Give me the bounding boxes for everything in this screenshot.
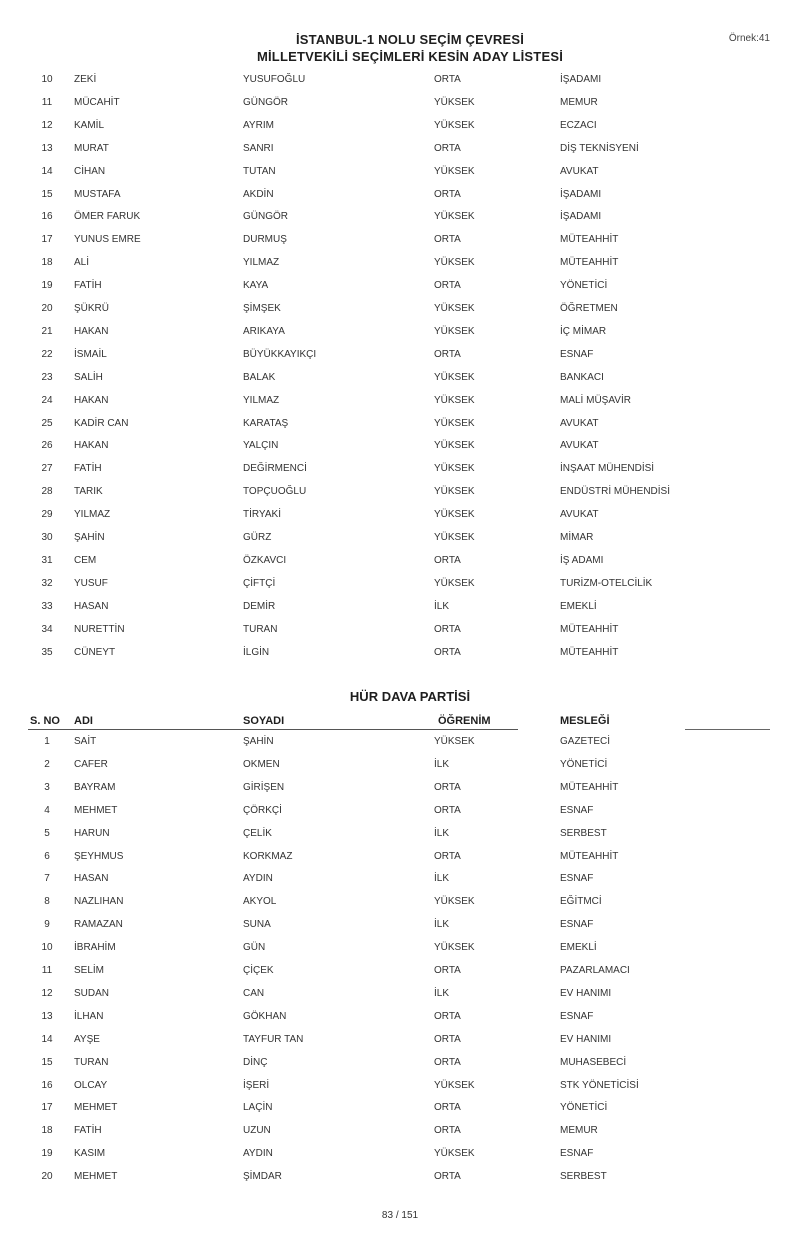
candidate-education: YÜKSEK <box>434 303 475 314</box>
candidate-occupation: İŞADAMI <box>560 211 602 223</box>
candidate-name: ZEKİ <box>74 74 97 85</box>
header-divider-right <box>685 729 770 730</box>
candidate-occupation: İNŞAAT MÜHENDİSİ <box>560 463 655 475</box>
table-row <box>0 871 800 887</box>
candidate-surname: SANRI <box>243 142 274 154</box>
candidate-education: ORTA <box>434 1033 461 1045</box>
candidate-education: YÜKSEK <box>434 1148 475 1160</box>
candidate-education: ORTA <box>434 623 461 635</box>
candidate-surname: BÜYÜKKAYIKÇI <box>243 348 317 360</box>
candidate-education: YÜKSEK <box>434 394 475 406</box>
candidate-name: ALİ <box>74 257 90 269</box>
candidate-education: ORTA <box>434 850 461 862</box>
candidate-education: YÜKSEK <box>434 486 475 498</box>
row-number: 3 <box>44 781 50 793</box>
candidate-occupation: MUHASEBECİ <box>560 1056 627 1068</box>
candidate-surname: YILMAZ <box>243 257 280 269</box>
table-row <box>0 232 800 248</box>
document-title-line2: MİLLETVEKİLİ SEÇİMLERİ KESİN ADAY LİSTESİ <box>256 49 564 64</box>
candidate-occupation: ECZACI <box>560 119 597 131</box>
candidate-occupation: EV HANIMI <box>560 987 612 999</box>
candidate-occupation: ÖĞRETMEN <box>560 303 618 314</box>
candidate-education: ORTA <box>434 348 461 360</box>
party-title: HÜR DAVA PARTİSİ <box>349 689 471 704</box>
candidate-surname: ARIKAYA <box>243 325 285 337</box>
candidate-education: ORTA <box>434 188 461 200</box>
candidate-occupation: PAZARLAMACI <box>560 965 630 976</box>
candidate-occupation: ESNAF <box>560 348 594 360</box>
header-divider <box>28 729 518 730</box>
table-row <box>0 164 800 180</box>
table-row <box>0 438 800 454</box>
row-number: 8 <box>44 896 50 908</box>
candidate-education: YÜKSEK <box>434 325 475 337</box>
candidate-occupation: ENDÜSTRİ MÜHENDİSİ <box>560 486 671 498</box>
candidate-name: MUSTAFA <box>74 188 121 200</box>
row-number: 34 <box>41 623 53 635</box>
candidate-surname: KARATAŞ <box>243 417 289 429</box>
candidate-education: ORTA <box>434 781 461 793</box>
row-number: 16 <box>41 211 53 223</box>
table-row <box>0 757 800 773</box>
candidate-name: HAKAN <box>74 325 109 337</box>
candidate-name: NURETTİN <box>74 623 125 635</box>
table-row <box>0 894 800 910</box>
candidate-surname: AYDIN <box>243 873 273 885</box>
candidate-name: YUNUS EMRE <box>74 234 141 246</box>
candidate-occupation: MÜTEAHHİT <box>560 623 619 635</box>
candidate-education: YÜKSEK <box>434 896 475 908</box>
candidate-surname: DEMİR <box>243 600 276 612</box>
candidate-occupation: AVUKAT <box>560 417 599 429</box>
candidate-occupation: YÖNETİCİ <box>560 1102 608 1114</box>
candidate-surname: DİNÇ <box>243 1056 268 1068</box>
row-number: 24 <box>41 394 53 406</box>
table-row <box>0 278 800 294</box>
candidate-surname: GÜNGÖR <box>243 96 288 108</box>
candidate-name: FATİH <box>74 1125 102 1137</box>
candidate-surname: GÜRZ <box>243 532 272 543</box>
row-number: 31 <box>41 554 53 566</box>
candidate-education: YÜKSEK <box>434 463 475 475</box>
candidate-name: MEHMET <box>74 1102 118 1114</box>
candidate-occupation: EV HANIMI <box>560 1033 612 1045</box>
candidate-surname: ÇİÇEK <box>243 965 274 976</box>
candidate-occupation: SERBEST <box>560 1171 607 1183</box>
candidate-education: ORTA <box>434 1056 461 1068</box>
row-number: 14 <box>41 165 53 177</box>
row-number: 1 <box>44 736 50 747</box>
table-row <box>0 393 800 409</box>
table-row <box>0 645 800 661</box>
candidate-education: YÜKSEK <box>434 509 475 521</box>
candidate-education: ORTA <box>434 646 461 658</box>
table-row <box>0 347 800 363</box>
row-number: 21 <box>41 325 53 337</box>
row-number: 23 <box>41 371 53 383</box>
row-number: 12 <box>41 119 53 131</box>
table-row <box>0 553 800 569</box>
candidate-occupation: MÜTEAHHİT <box>560 257 619 269</box>
candidate-occupation: BANKACI <box>560 371 604 383</box>
candidate-education: ORTA <box>434 554 461 566</box>
candidate-education: YÜKSEK <box>434 257 475 269</box>
candidate-name: BAYRAM <box>74 781 116 793</box>
candidate-education: İLK <box>434 919 450 931</box>
candidate-name: KADİR CAN <box>74 417 129 429</box>
candidate-name: CEM <box>74 554 97 566</box>
candidate-education: ORTA <box>434 1171 461 1183</box>
table-row <box>0 576 800 592</box>
candidate-surname: GÜN <box>243 942 266 954</box>
row-number: 29 <box>41 509 53 521</box>
candidate-surname: DEĞİRMENCİ <box>243 463 307 475</box>
candidate-name: SUDAN <box>74 987 110 999</box>
candidate-education: ORTA <box>434 234 461 246</box>
table-row <box>0 370 800 386</box>
candidate-name: İSMAİL <box>74 348 107 360</box>
candidate-occupation: EĞİTMCİ <box>560 896 602 908</box>
candidate-name: NAZLIHAN <box>74 896 124 908</box>
candidate-name: SALİH <box>74 371 103 383</box>
candidate-name: YILMAZ <box>74 509 111 521</box>
table-header <box>0 712 800 730</box>
row-number: 10 <box>41 942 53 954</box>
candidate-name: HAKAN <box>74 394 109 406</box>
candidate-name: ŞÜKRÜ <box>74 303 110 314</box>
candidate-surname: YILMAZ <box>243 394 280 406</box>
candidate-occupation: ESNAF <box>560 873 594 885</box>
candidate-surname: SUNA <box>243 919 271 931</box>
candidate-name: MURAT <box>74 142 109 154</box>
candidate-education: ORTA <box>434 1102 461 1114</box>
candidate-education: İLK <box>434 600 450 612</box>
candidate-name: TURAN <box>74 1056 109 1068</box>
candidate-name: ÖMER FARUK <box>74 211 141 223</box>
table-row <box>0 599 800 615</box>
candidate-education: YÜKSEK <box>434 1079 475 1091</box>
table-row <box>0 1100 800 1116</box>
candidate-occupation: İŞ ADAMI <box>560 554 604 566</box>
candidate-surname: TİRYAKİ <box>243 509 281 521</box>
candidate-surname: ŞİMDAR <box>243 1171 282 1183</box>
candidate-education: İLK <box>434 873 450 885</box>
candidate-occupation: DİŞ TEKNİSYENİ <box>560 142 639 154</box>
table-row <box>0 530 800 546</box>
table-row <box>0 1146 800 1162</box>
candidate-surname: GÜNGÖR <box>243 211 288 223</box>
candidate-education: YÜKSEK <box>434 942 475 954</box>
candidate-name: CİHAN <box>74 165 106 177</box>
row-number: 4 <box>44 804 50 816</box>
table-row <box>0 255 800 271</box>
candidate-surname: YALÇIN <box>243 440 279 452</box>
row-number: 11 <box>41 965 53 976</box>
row-number: 26 <box>41 440 53 452</box>
candidate-occupation: YÖNETİCİ <box>560 280 608 292</box>
candidate-name: ŞAHİN <box>74 532 105 543</box>
candidate-occupation: AVUKAT <box>560 509 599 521</box>
candidate-surname: ŞİMŞEK <box>243 303 281 314</box>
candidate-name: TARIK <box>74 486 103 498</box>
candidate-surname: BALAK <box>243 371 276 383</box>
candidate-surname: ŞAHİN <box>243 736 274 747</box>
candidate-name: SELİM <box>74 965 105 976</box>
candidate-occupation: MÜTEAHHİT <box>560 234 619 246</box>
row-number: 30 <box>41 532 53 543</box>
table-row <box>0 1009 800 1025</box>
candidate-name: KASIM <box>74 1148 106 1160</box>
table-row <box>0 1032 800 1048</box>
table-row <box>0 826 800 842</box>
candidate-name: MEHMET <box>74 804 118 816</box>
row-number: 35 <box>41 646 53 658</box>
candidate-education: ORTA <box>434 1010 461 1022</box>
candidate-occupation: TURİZM-OTELCİLİK <box>560 577 653 589</box>
candidate-surname: OKMEN <box>243 758 280 770</box>
table-row <box>0 917 800 933</box>
candidate-occupation: SERBEST <box>560 827 607 839</box>
table-row <box>0 118 800 134</box>
row-number: 6 <box>44 850 50 862</box>
candidate-education: YÜKSEK <box>434 119 475 131</box>
row-number: 2 <box>44 758 50 770</box>
candidate-education: ORTA <box>434 74 461 85</box>
candidate-surname: CAN <box>243 987 265 999</box>
candidate-education: ORTA <box>434 142 461 154</box>
candidate-education: ORTA <box>434 280 461 292</box>
row-number: 20 <box>41 1171 53 1183</box>
candidate-surname: GİRİŞEN <box>243 781 285 793</box>
candidate-education: YÜKSEK <box>434 440 475 452</box>
candidate-name: MÜCAHİT <box>74 96 120 108</box>
candidate-surname: TURAN <box>243 623 278 635</box>
row-number: 7 <box>44 873 50 885</box>
candidate-surname: KAYA <box>243 280 269 292</box>
candidate-surname: ÖZKAVCI <box>243 554 287 566</box>
candidate-name: HASAN <box>74 873 109 885</box>
row-number: 19 <box>41 280 53 292</box>
candidate-education: İLK <box>434 758 450 770</box>
candidate-name: CÜNEYT <box>74 646 116 658</box>
row-number: 14 <box>41 1033 53 1045</box>
candidate-name: KAMİL <box>74 119 105 131</box>
candidate-occupation: MEMUR <box>560 96 598 108</box>
sample-number: Örnek:41 <box>728 33 770 44</box>
candidate-surname: İŞERİ <box>243 1079 270 1091</box>
candidate-name: AYŞE <box>74 1033 100 1045</box>
candidate-name: İBRAHİM <box>74 942 116 954</box>
candidate-occupation: ESNAF <box>560 1010 594 1022</box>
candidate-surname: AKYOL <box>243 896 277 908</box>
row-number: 12 <box>41 987 53 999</box>
candidate-name: HARUN <box>74 827 110 839</box>
candidate-surname: YUSUFOĞLU <box>243 74 306 85</box>
candidate-education: YÜKSEK <box>434 417 475 429</box>
row-number: 25 <box>41 417 53 429</box>
row-number: 11 <box>41 96 53 108</box>
candidate-name: RAMAZAN <box>74 919 123 931</box>
candidate-surname: KORKMAZ <box>243 850 293 862</box>
row-number: 5 <box>44 827 50 839</box>
row-number: 15 <box>41 1056 53 1068</box>
candidate-surname: İLGİN <box>243 646 270 658</box>
candidate-education: YÜKSEK <box>434 577 475 589</box>
row-number: 22 <box>41 348 53 360</box>
candidate-name: HASAN <box>74 600 109 612</box>
candidate-education: YÜKSEK <box>434 165 475 177</box>
candidate-occupation: STK YÖNETİCİSİ <box>560 1079 639 1091</box>
candidate-occupation: AVUKAT <box>560 165 599 177</box>
table-row <box>0 780 800 796</box>
candidate-education: ORTA <box>434 1125 461 1137</box>
candidate-occupation: YÖNETİCİ <box>560 758 608 770</box>
candidate-name: SAİT <box>74 736 97 747</box>
table-row <box>0 986 800 1002</box>
table-row <box>0 324 800 340</box>
row-number: 13 <box>41 142 53 154</box>
row-number: 28 <box>41 486 53 498</box>
table-row <box>0 803 800 819</box>
row-number: 32 <box>41 577 53 589</box>
candidate-name: YUSUF <box>74 577 108 589</box>
candidate-occupation: GAZETECİ <box>560 736 611 747</box>
candidate-occupation: ESNAF <box>560 804 594 816</box>
candidate-surname: TAYFUR TAN <box>243 1033 304 1045</box>
table-row <box>0 849 800 865</box>
table-row <box>0 95 800 111</box>
candidate-occupation: EMEKLİ <box>560 942 597 954</box>
candidate-name: İLHAN <box>74 1010 104 1022</box>
table-row <box>0 734 800 750</box>
row-number: 18 <box>41 1125 53 1137</box>
row-number: 9 <box>44 919 50 931</box>
row-number: 17 <box>41 1102 53 1114</box>
candidate-surname: ÇİFTÇİ <box>243 577 276 589</box>
row-number: 20 <box>41 303 53 314</box>
candidate-occupation: İŞADAMI <box>560 188 602 200</box>
candidate-education: YÜKSEK <box>434 96 475 108</box>
table-row <box>0 1078 800 1094</box>
candidate-surname: DURMUŞ <box>243 234 287 246</box>
candidate-occupation: MÜTEAHHİT <box>560 781 619 793</box>
candidate-name: MEHMET <box>74 1171 118 1183</box>
row-number: 16 <box>41 1079 53 1091</box>
candidate-education: ORTA <box>434 965 461 976</box>
candidate-surname: AYDIN <box>243 1148 273 1160</box>
candidate-name: CAFER <box>74 758 108 770</box>
candidate-occupation: MÜTEAHHİT <box>560 646 619 658</box>
candidate-name: FATİH <box>74 280 102 292</box>
row-number: 27 <box>41 463 53 475</box>
candidate-education: YÜKSEK <box>434 532 475 543</box>
candidate-surname: GÖKHAN <box>243 1010 287 1022</box>
row-number: 19 <box>41 1148 53 1160</box>
table-row <box>0 1169 800 1185</box>
row-number: 15 <box>41 188 53 200</box>
candidate-name: OLCAY <box>74 1079 108 1091</box>
column-header-surname: SOYADI <box>243 715 285 727</box>
candidate-name: HAKAN <box>74 440 109 452</box>
candidate-occupation: ESNAF <box>560 1148 594 1160</box>
candidate-education: İLK <box>434 987 450 999</box>
candidate-surname: TOPÇUOĞLU <box>243 486 307 498</box>
candidate-surname: AYRIM <box>243 119 274 131</box>
candidate-education: YÜKSEK <box>434 371 475 383</box>
column-header-no: S. NO <box>30 715 60 727</box>
candidate-surname: TUTAN <box>243 165 276 177</box>
table-row <box>0 940 800 956</box>
table-row <box>0 1123 800 1139</box>
candidate-education: YÜKSEK <box>434 736 475 747</box>
table-row <box>0 72 800 88</box>
candidate-name: FATİH <box>74 463 102 475</box>
table-row <box>0 484 800 500</box>
candidate-occupation: EMEKLİ <box>560 600 597 612</box>
row-number: 18 <box>41 257 53 269</box>
column-header-name: ADI <box>74 715 93 727</box>
document-title-line1: İSTANBUL-1 NOLU SEÇİM ÇEVRESİ <box>295 32 525 47</box>
table-row <box>0 416 800 432</box>
row-number: 17 <box>41 234 53 246</box>
candidate-occupation: İŞADAMI <box>560 74 602 85</box>
candidate-occupation: MEMUR <box>560 1125 598 1137</box>
page-number: 83 / 151 <box>381 1210 419 1221</box>
candidate-occupation: MALİ MÜŞAVİR <box>560 394 631 406</box>
row-number: 33 <box>41 600 53 612</box>
column-header-occupation: MESLEĞİ <box>560 715 610 727</box>
candidate-surname: ÇÖRKÇİ <box>243 804 282 816</box>
table-row <box>0 507 800 523</box>
candidate-surname: UZUN <box>243 1125 271 1137</box>
candidate-occupation: ESNAF <box>560 919 594 931</box>
candidate-occupation: MÜTEAHHİT <box>560 850 619 862</box>
table-row <box>0 963 800 979</box>
candidate-education: ORTA <box>434 804 461 816</box>
table-row <box>0 141 800 157</box>
candidate-surname: AKDİN <box>243 188 274 200</box>
table-row <box>0 187 800 203</box>
table-row <box>0 622 800 638</box>
row-number: 10 <box>41 74 53 85</box>
candidate-occupation: MİMAR <box>560 532 594 543</box>
table-row <box>0 301 800 317</box>
candidate-occupation: AVUKAT <box>560 440 599 452</box>
table-row <box>0 1055 800 1071</box>
table-row <box>0 209 800 225</box>
table-row <box>0 461 800 477</box>
candidate-name: ŞEYHMUS <box>74 850 124 862</box>
column-header-education: ÖĞRENİM <box>438 715 491 727</box>
candidate-occupation: İÇ MİMAR <box>560 325 607 337</box>
row-number: 13 <box>41 1010 53 1022</box>
candidate-education: YÜKSEK <box>434 211 475 223</box>
candidate-surname: ÇELİK <box>243 827 272 839</box>
candidate-education: İLK <box>434 827 450 839</box>
candidate-surname: LAÇİN <box>243 1102 273 1114</box>
